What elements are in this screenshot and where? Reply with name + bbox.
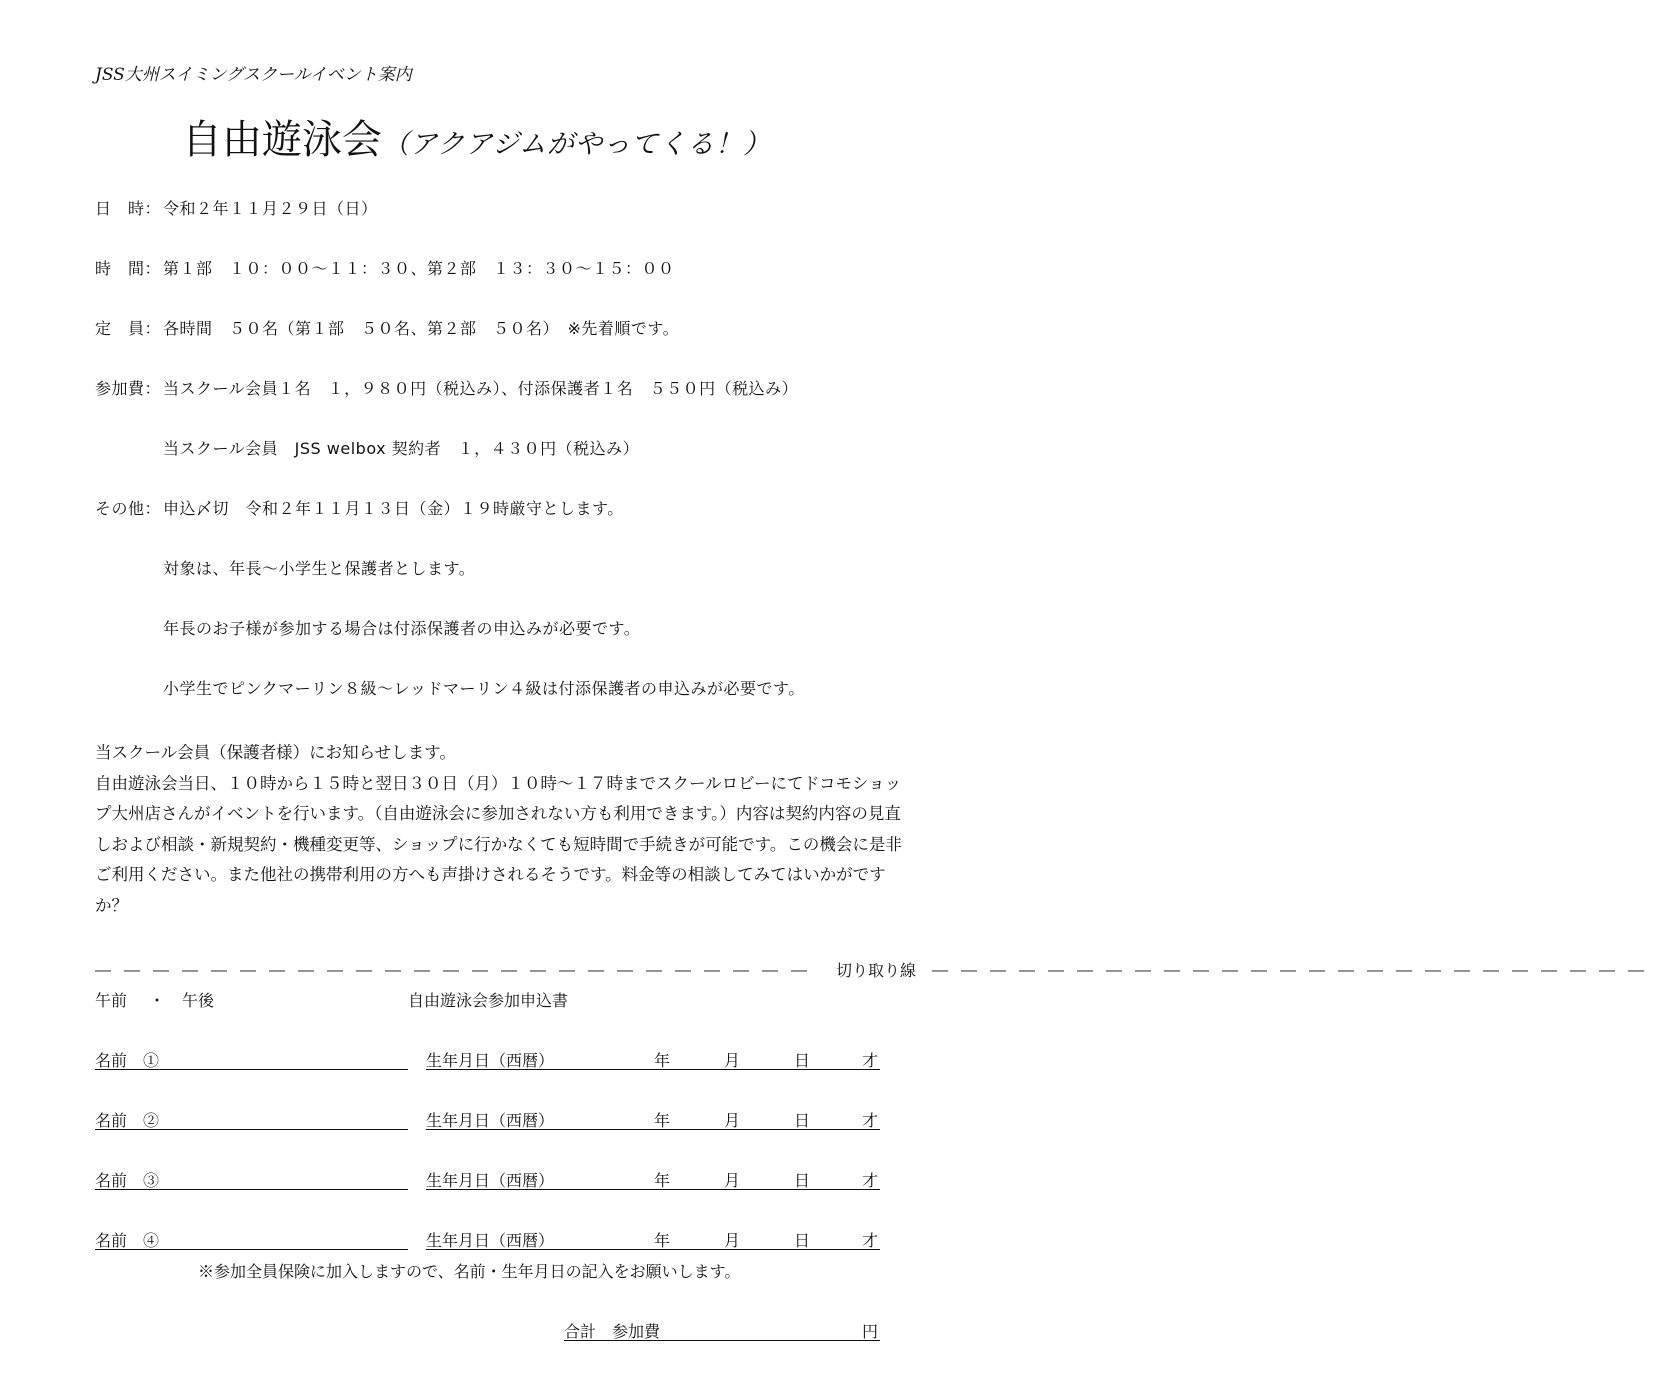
notice-heading: 当スクール会員（保護者様）にお知らせします。 — [95, 743, 456, 762]
name-label: 名前 ④ — [95, 1231, 160, 1250]
age-label: 才 — [862, 1111, 879, 1130]
fee-welbox-value: 当スクール会員 JSS welbox 契約者 １，４３０円（税込み） — [163, 439, 640, 458]
name-field[interactable] — [95, 1249, 408, 1250]
date-label: 日 時： — [95, 199, 162, 218]
fee-label: 参加費： — [95, 379, 162, 398]
capacity-value: 各時間 ５０名（第１部 ５０名、第２部 ５０名） ※先着順です。 — [163, 319, 680, 338]
age-label: 才 — [862, 1051, 879, 1070]
time-value: 第１部 １０：００～１１：３０、第２部 １３：３０～１５：００ — [163, 259, 675, 278]
cut-line — [95, 958, 1657, 981]
birth-field[interactable] — [426, 1069, 880, 1070]
birth-field[interactable] — [426, 1189, 880, 1190]
age-label: 才 — [862, 1231, 879, 1250]
cut-line-dashes-right: ――――――――――――――――――――――――― — [932, 960, 1657, 979]
birth-field[interactable] — [426, 1249, 880, 1250]
month-label: 月 — [724, 1231, 741, 1250]
birth-label: 生年月日（西暦） — [426, 1171, 555, 1190]
member-notice — [95, 738, 903, 921]
capacity-label: 定 員： — [95, 319, 162, 338]
month-label: 月 — [724, 1111, 741, 1130]
year-label: 年 — [654, 1051, 671, 1070]
age-label: 才 — [862, 1171, 879, 1190]
insurance-note: ※参加全員保険に加入しますので、名前・生年月日の記入をお願いします。 — [198, 1262, 741, 1281]
year-label: 年 — [654, 1171, 671, 1190]
date-value: 令和２年１１月２９日（日） — [163, 199, 378, 218]
name-label: 名前 ① — [95, 1051, 160, 1070]
day-label: 日 — [794, 1051, 811, 1070]
birth-field[interactable] — [426, 1129, 880, 1130]
session-pm-option[interactable]: 午後 — [182, 991, 215, 1010]
day-label: 日 — [794, 1171, 811, 1190]
event-header: JSS大州スイミングスクールイベント案内 — [95, 65, 412, 85]
session-am-option[interactable]: 午前 — [95, 991, 128, 1010]
day-label: 日 — [794, 1111, 811, 1130]
form-title: 自由遊泳会参加申込書 — [408, 991, 569, 1010]
name-label: 名前 ② — [95, 1111, 160, 1130]
year-label: 年 — [654, 1111, 671, 1130]
name-label: 名前 ③ — [95, 1171, 160, 1190]
name-field[interactable] — [95, 1129, 408, 1130]
target-value: 対象は、年長～小学生と保護者とします。 — [163, 559, 476, 578]
birth-label: 生年月日（西暦） — [426, 1231, 555, 1250]
cut-line-label: 切り取り線 — [836, 961, 917, 980]
cut-line-dashes-left: ――――――――――――――――――――――――― — [95, 960, 820, 979]
title-subtitle: （アクアジムがやってくる！） — [382, 129, 772, 160]
time-label: 時 間： — [95, 259, 162, 278]
currency-label: 円 — [862, 1322, 879, 1341]
notice-body: 自由遊泳会当日、１０時から１５時と翌日３０日（月）１０時～１７時までスクールロビーにてドコモショップ大州店さんがイベントを行います。（自由遊泳会に参加されない方も利用できます。）内容は契約内容の見直しおよび相談・新規契約・機種変更等、ショップに行かなくても短時間で手続きが可能です。この機会に是非ご利用ください。また他社の携帯利用の方へも声掛けされるそうです。料金等の相談してみてはいかがですか？ — [95, 773, 902, 915]
day-label: 日 — [794, 1231, 811, 1250]
session-separator: ・ — [149, 991, 166, 1010]
year-label: 年 — [654, 1231, 671, 1250]
month-label: 月 — [724, 1171, 741, 1190]
name-field[interactable] — [95, 1189, 408, 1190]
other-label: その他： — [95, 499, 162, 518]
total-field[interactable] — [564, 1340, 880, 1341]
total-label: 合計 参加費 — [564, 1322, 661, 1341]
kindergarten-note: 年長のお子様が参加する場合は付添保護者の申込みが必要です。 — [163, 619, 641, 638]
fee-value: 当スクール会員１名 １，９８０円（税込み）、付添保護者１名 ５５０円（税込み） — [163, 379, 799, 398]
name-field[interactable] — [95, 1069, 408, 1070]
birth-label: 生年月日（西暦） — [426, 1051, 555, 1070]
page-title — [182, 108, 771, 165]
birth-label: 生年月日（西暦） — [426, 1111, 555, 1130]
title-main: 自由遊泳会 — [182, 117, 382, 163]
deadline-value: 申込〆切 令和２年１１月１３日（金）１９時厳守とします。 — [163, 499, 624, 518]
month-label: 月 — [724, 1051, 741, 1070]
elementary-note: 小学生でピンクマーリン８級～レッドマーリン４級は付添保護者の申込みが必要です。 — [163, 679, 805, 698]
